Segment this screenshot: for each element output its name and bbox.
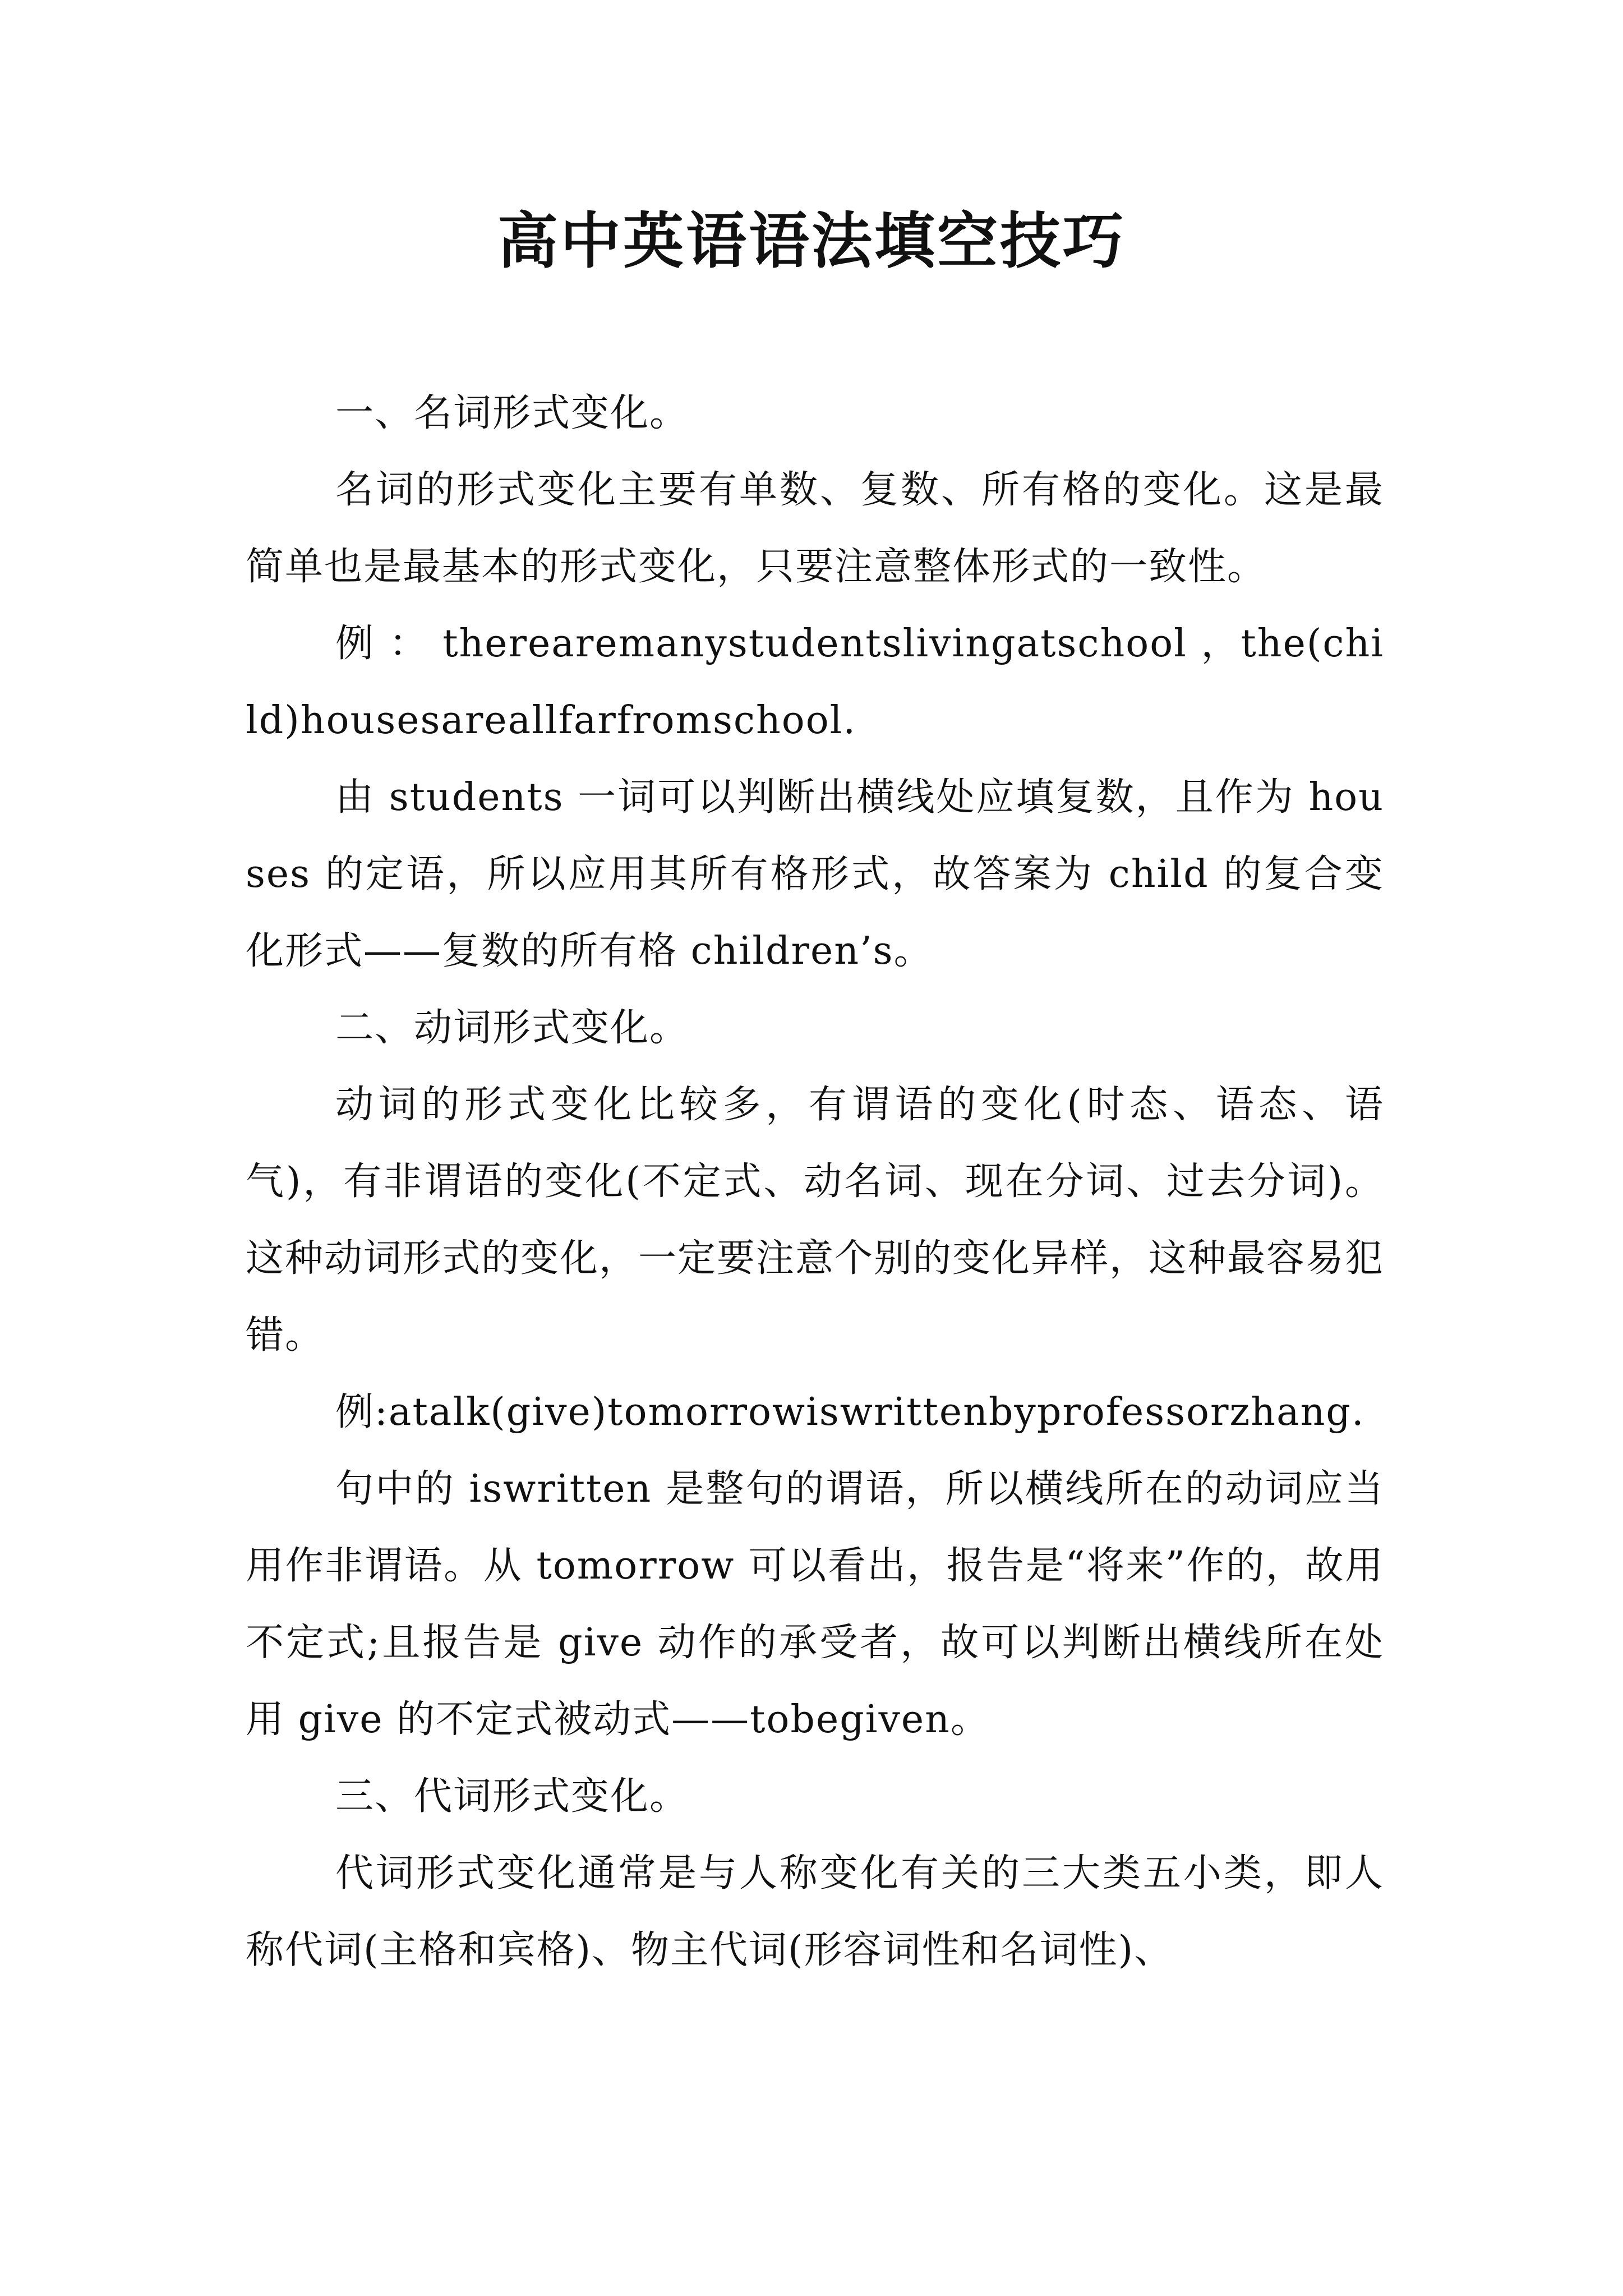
example-verb: 例:atalk(give)tomorrowiswrittenbyprofessorzhang. bbox=[335, 1390, 1365, 1434]
paragraph-noun-explanation: 由 students 一词可以判断出横线处应填复数，且作为 houses 的定语，所以应用其所有格形式，故答案为 child 的复合变化形式——复数的所有格 children’s。 bbox=[246, 775, 1384, 973]
paragraph-verb-intro: 动词的形式变化比较多，有谓语的变化(时态、语态、语气)，有非谓语的变化(不定式、动名词、现在分词、过去分词)。这种动词形式的变化，一定要注意个别的变化异样，这种最容易犯错。 bbox=[246, 1083, 1385, 1358]
paragraph-verb-explanation: 句中的 iswritten 是整句的谓语，所以横线所在的动词应当用作非谓语。从 tomorrow 可以看出，报告是“将来”作的，故用不定式;且报告是 give 动作的承受者，故可以判断出横线所在处用 give 的不定式被动式——tobegiven。 bbox=[246, 1467, 1384, 1742]
paragraph-pronoun-intro: 代词形式变化通常是与人称变化有关的三大类五小类，即人称代词(主格和宾格)、物主代词(形容词性和名词性)、 bbox=[246, 1851, 1384, 1972]
example-noun: 例 ： therearemanystudentslivingatschool ，the(child)housesareallfarfromschool. bbox=[246, 622, 1384, 743]
paragraph-noun-intro: 名词的形式变化主要有单数、复数、所有格的变化。这是最简单也是最基本的形式变化，只要注意整体形式的一致性。 bbox=[246, 468, 1384, 589]
section-heading-noun: 一、名词形式变化。 bbox=[335, 391, 689, 435]
section-heading-pronoun: 三、代词形式变化。 bbox=[335, 1774, 689, 1819]
document-title: 高中英语语法填空技巧 bbox=[497, 206, 1126, 277]
section-heading-verb: 二、动词形式变化。 bbox=[335, 1006, 689, 1050]
document-body bbox=[246, 375, 1384, 1989]
